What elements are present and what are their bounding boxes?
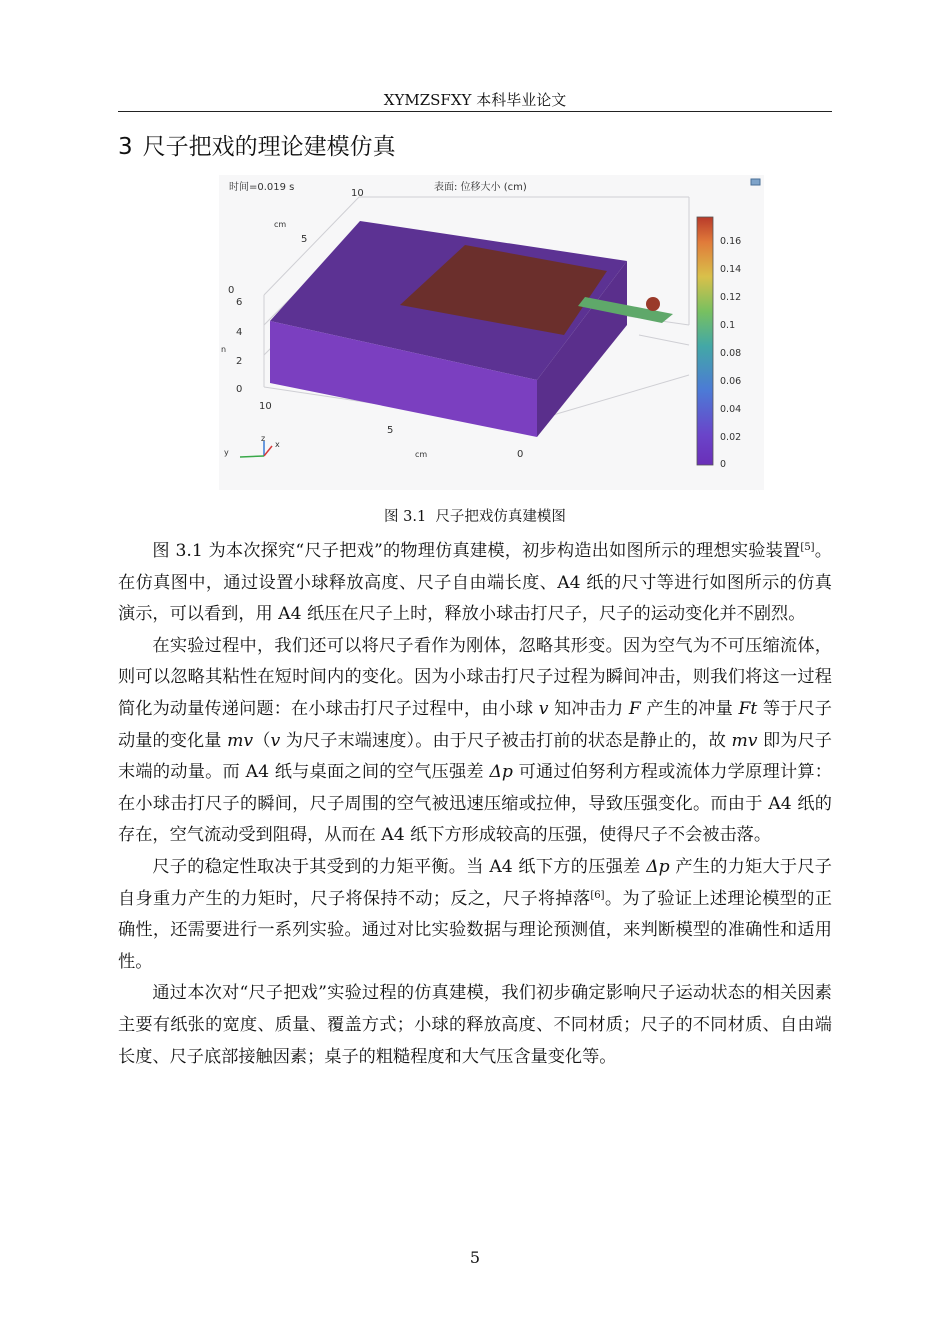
bottom-tick: 10 — [259, 401, 272, 412]
math-var: mv — [731, 730, 758, 751]
math-var: v — [538, 698, 549, 719]
colorbar-tick: 0.16 — [720, 236, 742, 247]
math-var: mv — [227, 730, 254, 751]
zoom-extents-icon[interactable] — [751, 179, 760, 185]
text-run: 产生的冲量 — [640, 698, 739, 719]
citation: [6] — [590, 889, 605, 901]
figure-caption — [118, 507, 832, 527]
surface-label: 表面: 位移大小 (cm) — [434, 182, 527, 193]
math-var: Ft — [738, 698, 758, 719]
axis-unit-short: n — [221, 345, 227, 354]
citation: [5] — [800, 542, 815, 553]
triad-x-label: x — [275, 440, 280, 449]
body-text — [118, 536, 832, 1073]
left-tick: 0 — [236, 384, 243, 395]
colorbar-tick: 0.14 — [720, 264, 742, 275]
text-run: 在实验过程中，我们还可以将尺子看作为刚体，忽略其形变。因为空气为不可压缩流体，则可以忽略其粘性在短时间内的变化。因为小球击打尺子过程为瞬间冲击，则我们将这一过程简化为动量传递问题：在小球击打尺子过程中，由小球 — [118, 635, 832, 719]
text-run: 尺子的稳定性取决于其受到的力矩平衡。当 A4 纸下方的压强差 — [152, 856, 647, 877]
colorbar-tick: 0.1 — [720, 320, 736, 331]
caption-text: 尺子把戏仿真建模图 — [435, 509, 566, 525]
colorbar — [697, 217, 713, 465]
text-run: 图 3.1 为本次探究“尺子把戏”的物理仿真建模，初步构造出如图所示的理想实验装置 — [152, 541, 801, 561]
text-run: 等于尺子动量的变化量 — [118, 698, 832, 751]
ball — [646, 297, 660, 311]
triad-y-label: y — [224, 448, 229, 457]
axis-unit-label: cm — [274, 220, 287, 229]
bottom-tick: 5 — [387, 425, 394, 436]
top-tick: 0 — [228, 285, 235, 296]
colorbar-tick: 0.06 — [720, 376, 742, 387]
top-tick: 10 — [351, 188, 364, 199]
colorbar-tick: 0.04 — [720, 404, 742, 415]
colorbar-tick: 0.02 — [720, 432, 742, 443]
axis-unit-label-bottom: cm — [415, 450, 428, 459]
math-var: F — [628, 698, 641, 719]
simulation-plot — [219, 175, 764, 490]
header-rule — [118, 111, 832, 112]
text-run: 知冲击力 — [548, 698, 629, 719]
time-label: 时间=0.019 s — [229, 182, 295, 193]
text-run: 即为尺子末端的动量。而 A4 纸与桌面之间的空气压强差 — [118, 730, 832, 783]
section-title-text: 尺子把戏的理论建模仿真 — [142, 134, 396, 160]
text-run: 。在仿真图中，通过设置小球释放高度、尺子自由端长度、A4 纸的尺寸等进行如图所示的仿真演示，可以看到，用 A4 纸压在尺子上时，释放小球击打尺子，尺子的运动变化并不剧烈。 — [118, 541, 832, 625]
left-tick: 4 — [236, 327, 243, 338]
left-tick: 6 — [236, 297, 243, 308]
text-run: （ — [253, 730, 271, 751]
colorbar-tick: 0.12 — [720, 292, 742, 303]
math-var: Δp — [489, 762, 513, 783]
left-tick: 2 — [236, 356, 243, 367]
bottom-tick: 0 — [517, 449, 524, 460]
text-run: 产生的力矩大于尺子自身重力产生的力矩时，尺子将保持不动；反之，尺子将掉落 — [118, 856, 832, 909]
page-number: 5 — [469, 1248, 481, 1267]
section-number: 3 — [118, 134, 133, 160]
paragraph — [118, 852, 832, 978]
text-run: 。为了验证上述理论模型的正确性，还需要进行一系列实验。通过对比实验数据与理论预测值，来判断模型的准确性和适用性。 — [118, 888, 832, 972]
triad-z-label: z — [261, 434, 266, 443]
text-run: 可通过伯努利方程或流体力学原理计算：在小球击打尺子的瞬间，尺子周围的空气被迅速压缩或拉伸，导致压强变化。而由于 A4 纸的存在，空气流动受到阻碍，从而在 A4 纸下方形成较高的压强，使得尺子不会被击落。 — [118, 762, 832, 846]
colorbar-tick: 0.08 — [720, 348, 742, 359]
simulation-figure — [219, 175, 764, 490]
section-title — [118, 130, 396, 164]
math-var: Δp — [646, 856, 670, 877]
paragraph: 通过本次对“尺子把戏”实验过程的仿真建模，我们初步确定影响尺子运动状态的相关因素主要有纸张的宽度、质量、覆盖方式；小球的释放高度、不同材质；尺子的不同材质、自由端长度、尺子底部接触因素；桌子的粗糙程度和大气压含量变化等。 — [118, 983, 832, 1067]
colorbar-tick: 0 — [720, 459, 727, 470]
paragraph — [118, 631, 832, 852]
text-run: 为尺子末端速度）。由于尺子被击打前的状态是静止的，故 — [280, 730, 732, 751]
math-var: v — [270, 730, 281, 751]
running-header: XYMZSFXY 本科毕业论文 — [383, 91, 567, 109]
top-tick: 5 — [301, 234, 308, 245]
paragraph — [118, 536, 832, 631]
caption-label: 图 3.1 — [384, 509, 427, 525]
